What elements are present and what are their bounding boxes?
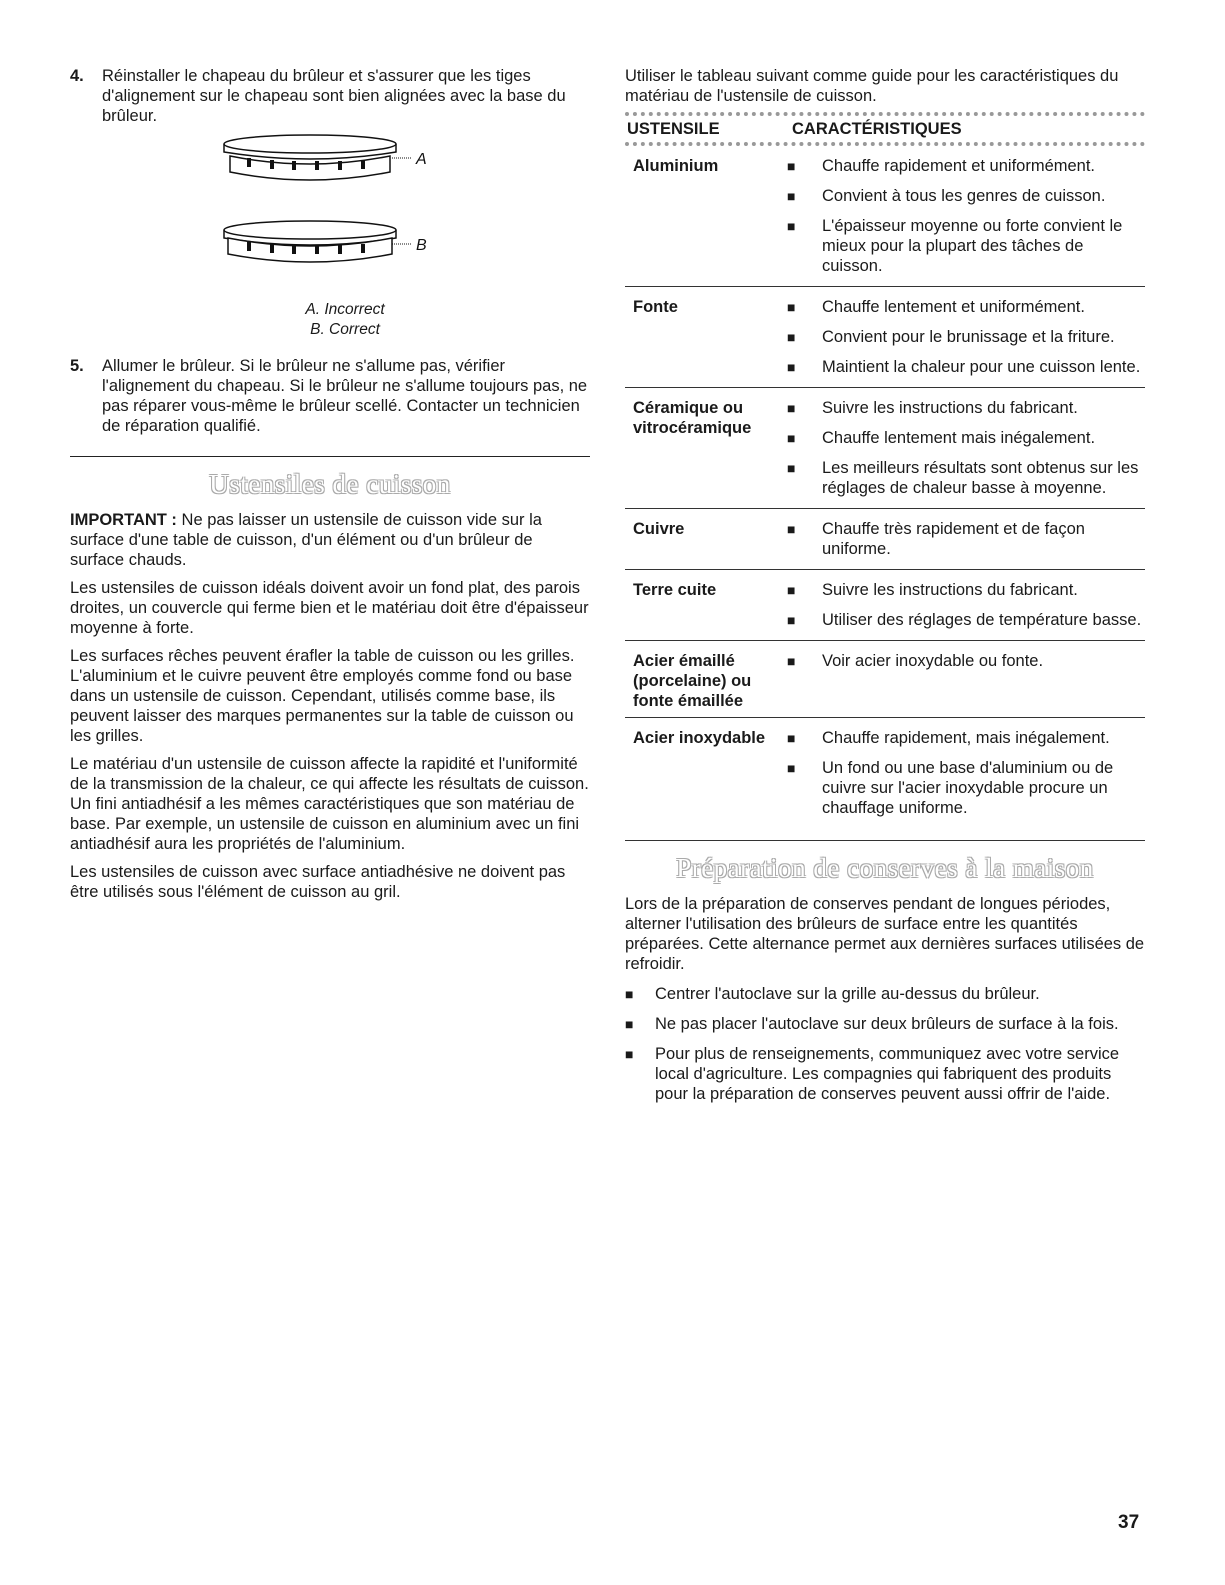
bullet-square-icon: ■ (787, 760, 796, 776)
step-text: Allumer le brûleur. Si le brûleur ne s'allume pas, vérifier l'alignement du chapeau. Si le brûleur ne s'allume toujours pas, ne pas réparer vous-même le brûleur scellé. Contacter un technicien de réparation qualifié. (102, 357, 588, 435)
characteristics-list (785, 297, 1145, 381)
list-item (785, 458, 1145, 498)
header-cookware: USTENSILE (627, 120, 720, 138)
canning-tip-text: Pour plus de renseignements, communiquez avec votre service local d'agriculture. Les compagnies qui fabriquent des produits pour la préparation de conserves peuvent aussi offrir de l'aide. (655, 1045, 1120, 1103)
bullet-square-icon: ■ (787, 730, 796, 746)
characteristic-text: Chauffe lentement mais inégalement. (822, 429, 1096, 447)
list-item (785, 216, 1145, 276)
characteristics-list (785, 580, 1145, 634)
list-item (785, 728, 1145, 748)
bullet-square-icon: ■ (787, 329, 796, 345)
figure-captions (70, 300, 590, 340)
bullet-square-icon: ■ (625, 1046, 634, 1062)
bullet-square-icon: ■ (625, 1016, 634, 1032)
list-item (625, 984, 1145, 1004)
characteristic-text: Un fond ou une base d'aluminium ou de cuivre sur l'acier inoxydable procure un chauffage uniforme. (822, 759, 1114, 817)
characteristics-list (785, 728, 1145, 822)
list-item (785, 297, 1145, 317)
canning-intro: Lors de la préparation de conserves pendant de longues périodes, alterner l'utilisation des brûleurs de surface entre les quantités préparées. Cette alternance permet aux dernières surfaces utilisées de refroidir. (625, 895, 1145, 973)
caption-correct: B. Correct (310, 321, 380, 338)
bullet-square-icon: ■ (787, 299, 796, 315)
step-4 (70, 66, 590, 126)
bullet-square-icon: ■ (787, 218, 796, 234)
table-row (625, 570, 1145, 641)
characteristic-text: Chauffe très rapidement et de façon uniforme. (822, 520, 1085, 558)
characteristic-text: Convient pour le brunissage et la friture. (822, 328, 1115, 346)
step-5 (70, 356, 590, 436)
table-intro: Utiliser le tableau suivant comme guide pour les caractéristiques du matériau de l'ustensile de cuisson. (625, 67, 1119, 105)
list-item (785, 651, 1145, 671)
characteristic-text: Chauffe lentement et uniformément. (822, 298, 1085, 316)
list-item (785, 398, 1145, 418)
characteristics-list (785, 398, 1145, 502)
bullet-square-icon: ■ (787, 653, 796, 669)
important-note (70, 510, 590, 570)
canning-section-title: Préparation de conserves à la maison (676, 853, 1094, 883)
cookware-paragraph: Les ustensiles de cuisson idéals doivent avoir un fond plat, des parois droites, un couvercle qui ferme bien et le matériau doit être d'épaisseur moyenne à forte. (70, 579, 589, 637)
characteristic-text: Chauffe rapidement et uniformément. (822, 157, 1096, 175)
bullet-square-icon: ■ (787, 521, 796, 537)
bullet-square-icon: ■ (787, 582, 796, 598)
material-name: Cuivre (633, 520, 685, 538)
bullet-square-icon: ■ (787, 359, 796, 375)
list-item (785, 758, 1145, 818)
burner-incorrect-illustration (222, 134, 462, 196)
bullet-square-icon: ■ (787, 400, 796, 416)
bullet-square-icon: ■ (787, 430, 796, 446)
characteristic-text: Convient à tous les genres de cuisson. (822, 187, 1106, 205)
characteristics-list (785, 156, 1145, 280)
caption-incorrect: A. Incorrect (305, 301, 385, 318)
cookware-paragraph: Le matériau d'un ustensile de cuisson affecte la rapidité et l'uniformité de la transmission de la chaleur, ce qui affecte les résultats de cuisson. Un fini antiadhésif a les mêmes caractéristiques que son matériau de base. Par exemple, un ustensile de cuisson en aluminium avec un fini antiadhésif aura les propriétés de l'aluminium. (70, 755, 589, 853)
label-a: A (416, 151, 427, 168)
cookware-table (625, 112, 1145, 841)
page-number: 37 (1118, 1512, 1140, 1533)
bullet-square-icon: ■ (787, 460, 796, 476)
list-item (785, 186, 1145, 206)
characteristic-text: L'épaisseur moyenne ou forte convient le mieux pour la plupart des tâches de cuisson. (822, 217, 1123, 275)
table-row (625, 146, 1145, 287)
list-item (785, 156, 1145, 176)
left-column (70, 66, 590, 910)
bullet-square-icon: ■ (787, 612, 796, 628)
step-number: 5. (70, 357, 84, 375)
list-item (785, 610, 1145, 630)
material-name: Terre cuite (633, 581, 717, 599)
table-body (625, 146, 1145, 841)
list-item (625, 1044, 1145, 1104)
characteristic-text: Voir acier inoxydable ou fonte. (822, 652, 1044, 670)
bullet-square-icon: ■ (787, 158, 796, 174)
label-b: B (416, 237, 427, 254)
table-row (625, 287, 1145, 388)
step-text: Réinstaller le chapeau du brûleur et s'assurer que les tiges d'alignement sur le chapeau sont bien alignées avec la base du brûleur. (102, 67, 566, 125)
important-text: Ne pas laisser un ustensile de cuisson vide sur la surface d'une table de cuisson, d'un élément ou d'un brûleur de surface chauds. (70, 511, 542, 569)
list-item (785, 580, 1145, 600)
burner-correct-illustration (222, 218, 462, 280)
characteristic-text: Maintient la chaleur pour une cuisson lente. (822, 358, 1141, 376)
list-item (785, 327, 1145, 347)
canning-tip-text: Centrer l'autoclave sur la grille au-dessus du brûleur. (655, 985, 1040, 1003)
characteristic-text: Suivre les instructions du fabricant. (822, 581, 1078, 599)
table-row (625, 641, 1145, 718)
right-column (625, 66, 1145, 1104)
list-item (785, 519, 1145, 559)
canning-tip-text: Ne pas placer l'autoclave sur deux brûleurs de surface à la fois. (655, 1015, 1119, 1033)
table-row (625, 509, 1145, 570)
characteristics-list (785, 519, 1145, 563)
characteristics-list (785, 651, 1145, 711)
section-divider (70, 456, 590, 457)
material-name: Acier émaillé (porcelaine) ou fonte émaillée (633, 652, 752, 710)
header-characteristics: CARACTÉRISTIQUES (792, 120, 962, 138)
table-row (625, 388, 1145, 509)
step-number: 4. (70, 67, 84, 85)
list-item (625, 1014, 1145, 1034)
canning-list (625, 984, 1145, 1104)
characteristic-text: Utiliser des réglages de température basse. (822, 611, 1142, 629)
material-name: Acier inoxydable (633, 729, 766, 747)
characteristic-text: Suivre les instructions du fabricant. (822, 399, 1078, 417)
cookware-paragraph: Les surfaces rêches peuvent érafler la table de cuisson ou les grilles. L'aluminium et le cuivre peuvent être employés comme fond ou base dans un ustensile de cuisson. Cependant, utilisés comme base, ils peuvent laisser des marques permanentes sur la table de cuisson ou les grilles. (70, 647, 575, 745)
bullet-square-icon: ■ (787, 188, 796, 204)
material-name: Fonte (633, 298, 678, 316)
material-name: Céramique ou vitrocéramique (633, 399, 752, 437)
list-item (785, 428, 1145, 448)
characteristic-text: Chauffe rapidement, mais inégalement. (822, 729, 1110, 747)
important-label: IMPORTANT : (70, 511, 177, 529)
cookware-section-title: Ustensiles de cuisson (209, 469, 451, 499)
table-row (625, 718, 1145, 841)
burner-cap-figure (70, 134, 590, 294)
material-name: Aluminium (633, 157, 719, 175)
bullet-square-icon: ■ (625, 986, 634, 1002)
characteristic-text: Les meilleurs résultats sont obtenus sur les réglages de chaleur basse à moyenne. (822, 459, 1139, 497)
table-header (625, 112, 1145, 146)
list-item (785, 357, 1145, 377)
cookware-paragraph: Les ustensiles de cuisson avec surface antiadhésive ne doivent pas être utilisés sous l'élément de cuisson au gril. (70, 863, 566, 901)
